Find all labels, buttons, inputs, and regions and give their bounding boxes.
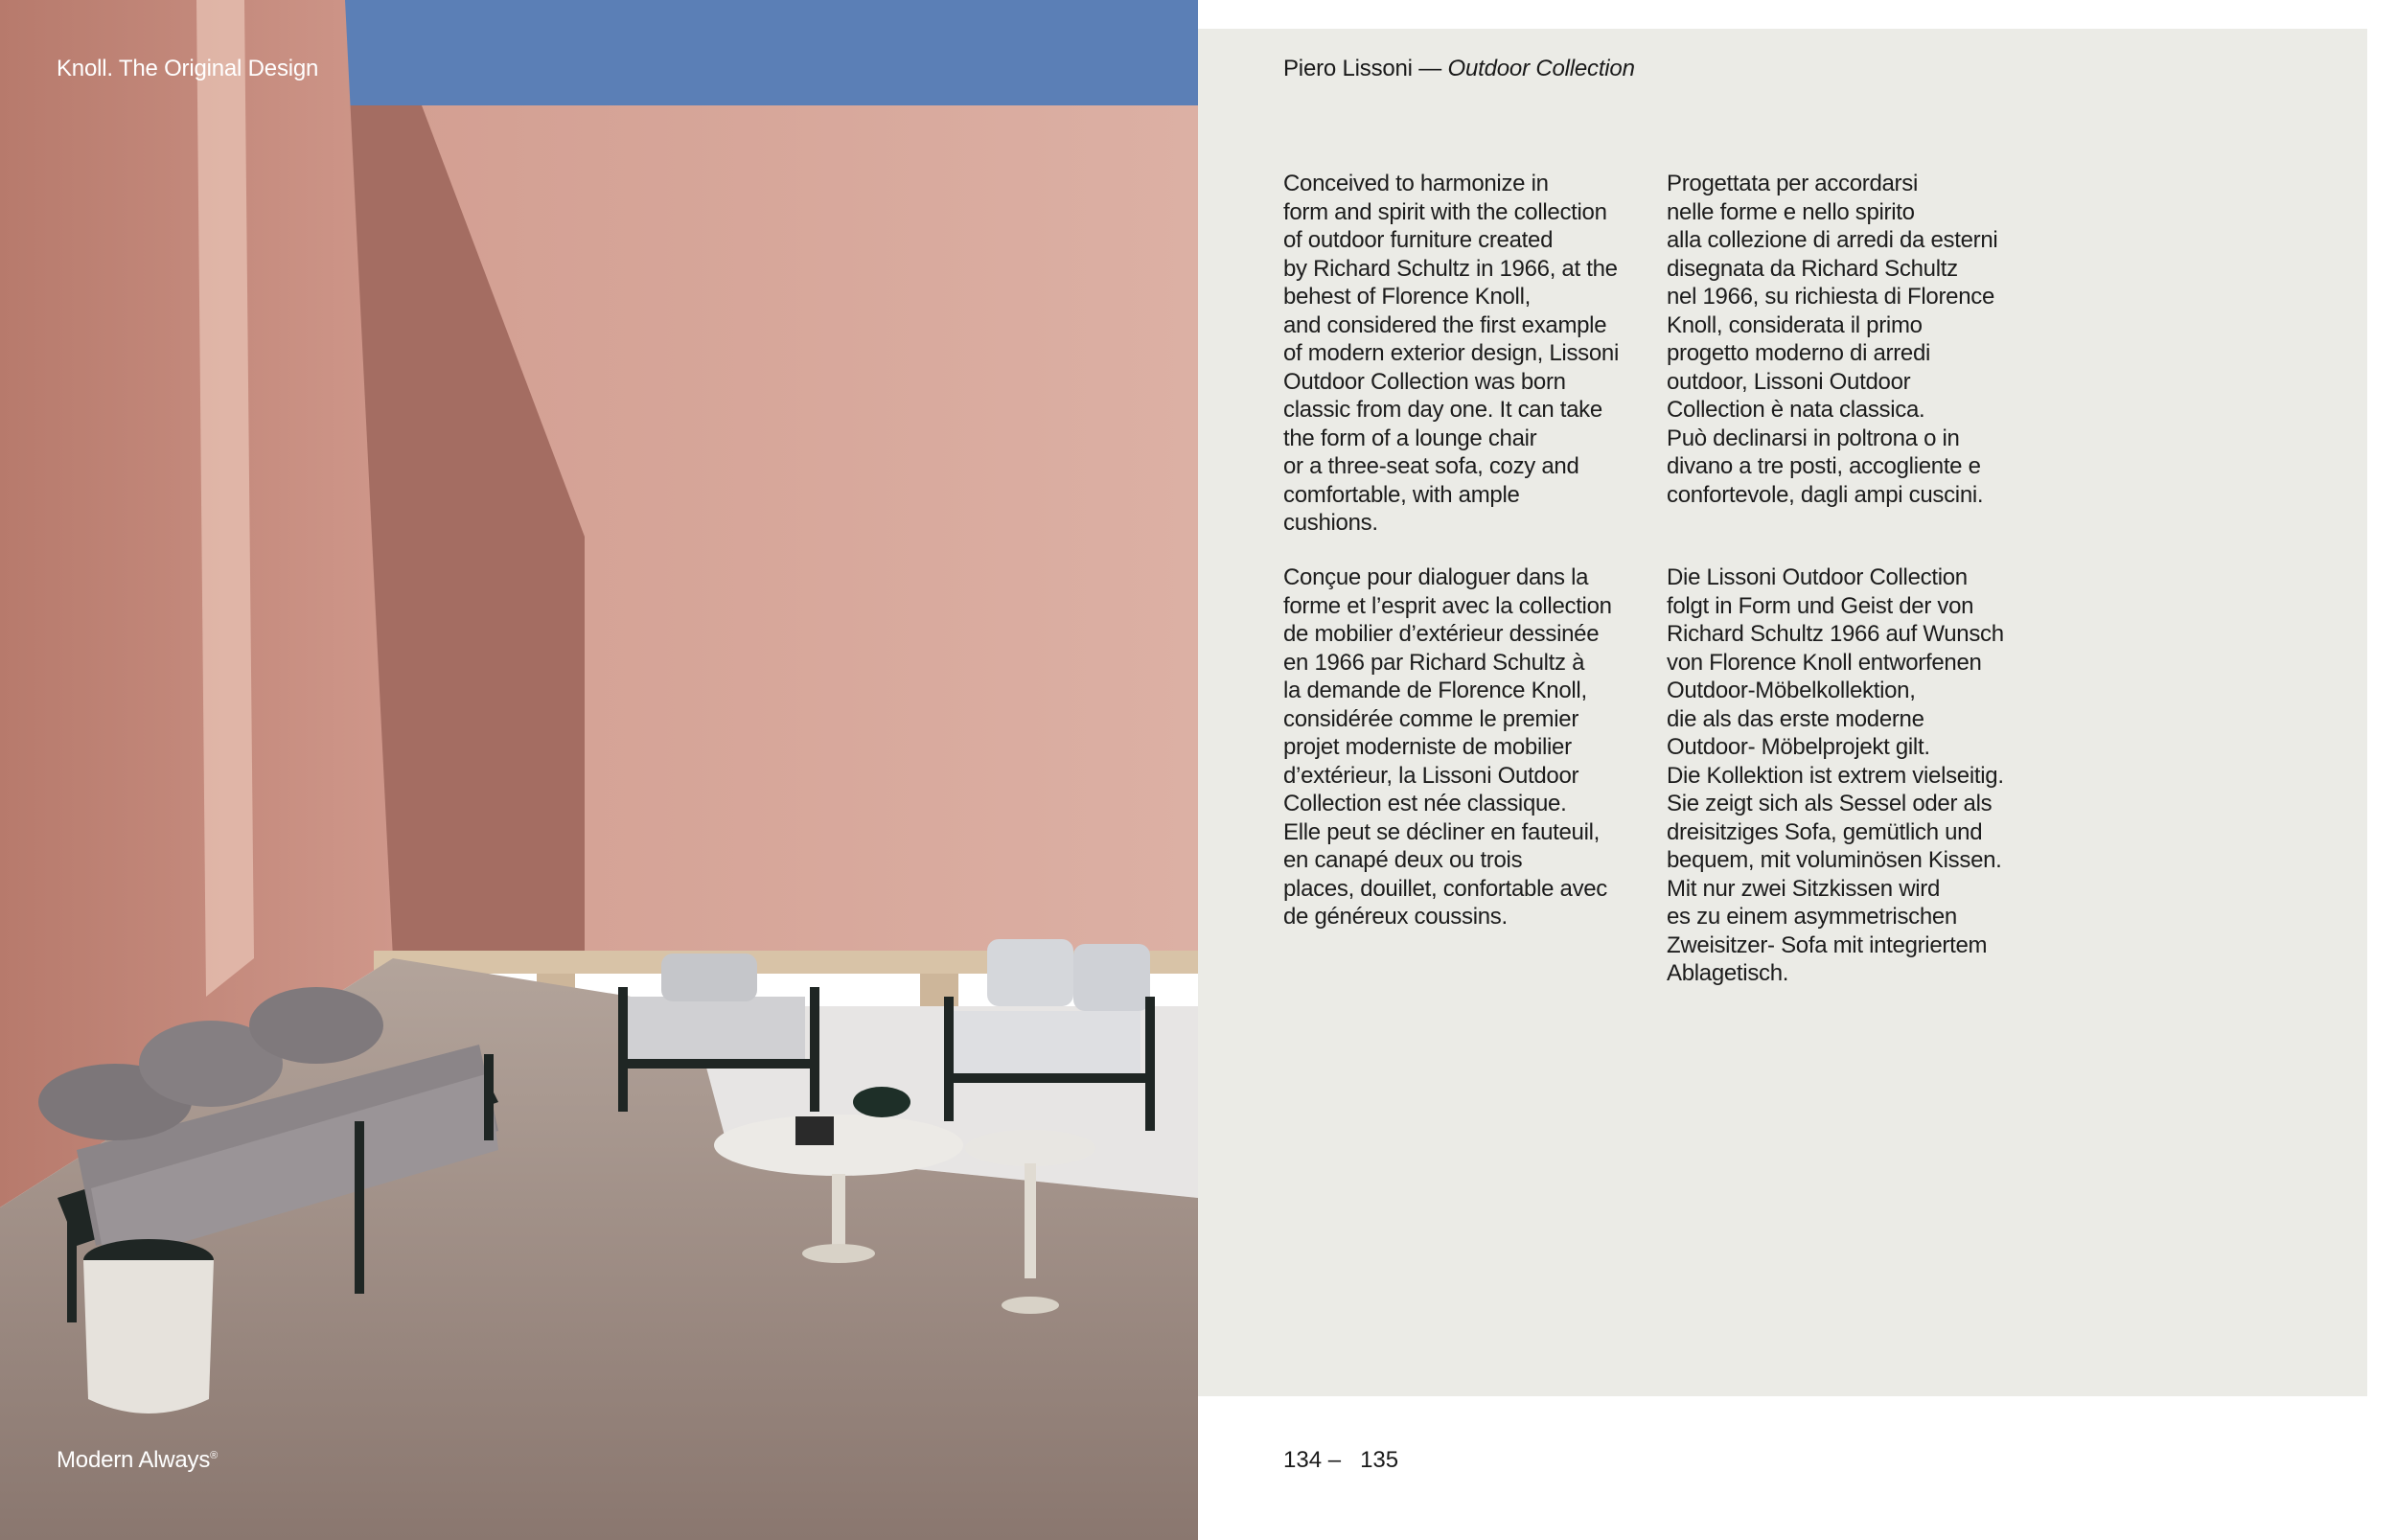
italian-text-block (1667, 170, 2040, 509)
page-number-right: 135 (1360, 1447, 1399, 1473)
italian-paragraph: Progettata per accordarsi nelle forme e nello spirito alla collezione di arredi da esterni disegnata da Richard Schultz nel 1966, su richiesta di Florence Knoll, considerata il primo progetto moderno di arredi outdoor, Lissoni Outdoor Collection è nata classica. Può declinarsi in poltrona o in divano a tre posti, accogliente e confortevole, dagli ampi cuscini. (1667, 171, 1998, 508)
german-paragraph: Die Lissoni Outdoor Collection folgt in Form und Geist der von Richard Schultz 1966 auf Wunsch von Florence Knoll entworfenen Outdoor-Möbelkollektion, die als das erste moderne Outdoor- Möbelprojekt gilt. Die Kollektion ist extrem vielseitig. Sie zeigt sich als Sessel oder als dreisitziges Sofa, gemütlich und bequem, mit voluminösen Kissen. Mit nur zwei Sitzkissen wird es zu einem asymmetrischen Zweisitzer- Sofa mit integriertem Ablagetisch. (1667, 564, 2004, 986)
english-paragraph: Conceived to harmonize in form and spirit with the collection of outdoor furniture created by Richard Schultz in 1966, at the behest of Florence Knoll, and considered the first example of modern exterior design, Lissoni Outdoor Collection was born classic from day one. It can take the form of a lounge chair or a three-seat sofa, cozy and comfortable, with ample cushions. (1283, 171, 1619, 536)
page-number-left: 134 – (1283, 1447, 1342, 1473)
french-paragraph: Conçue pour dialoguer dans la forme et l’esprit avec la collection de mobilier d’extérieur dessinée en 1966 par Richard Schultz à la demande de Florence Knoll, considérée comme le premier projet moderniste de mobilier d’extérieur, la Lissoni Outdoor Collection est née classique. Elle peut se décliner en fauteuil, en canapé deux ou trois places, douillet, confortable avec de généreux coussins. (1283, 564, 1612, 930)
registered-mark: ® (210, 1450, 219, 1461)
page-header (1283, 56, 1635, 82)
brand-footer-text: Modern Always (57, 1447, 211, 1473)
drum-side-table (83, 1239, 214, 1414)
header-collection: Outdoor Collection (1447, 56, 1635, 81)
light-strip (196, 0, 254, 997)
english-text-block (1283, 170, 1657, 538)
page-numbers (1283, 1447, 1398, 1474)
french-text-block (1283, 563, 1657, 931)
german-text-block (1667, 563, 2040, 988)
header-author: Piero Lissoni — (1283, 56, 1442, 81)
brand-footer (57, 1447, 218, 1474)
brand-title: Knoll. The Original Design (57, 56, 319, 81)
